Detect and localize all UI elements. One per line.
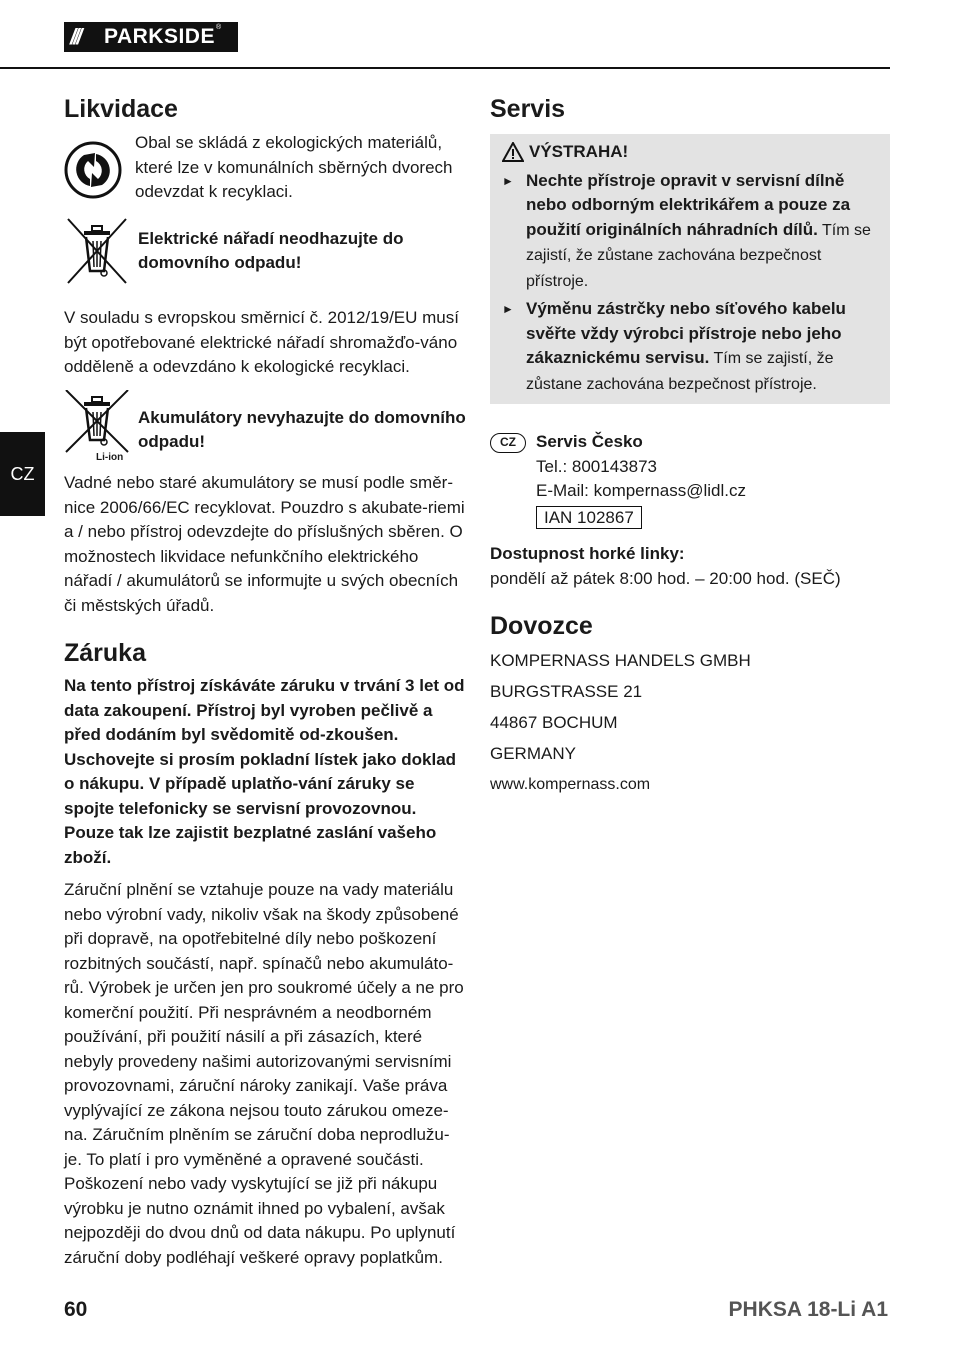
- crossed-bin-icon: [64, 217, 130, 293]
- right-column: [490, 92, 890, 800]
- zaruka-heading: Záruka: [64, 639, 146, 667]
- warning-2-rest: Tím se zajistí, že zůstane zachována bezpečnost přístroje.: [526, 350, 834, 393]
- warning-item: [502, 169, 878, 295]
- warning-header: [502, 140, 878, 165]
- service-contact: [490, 430, 890, 530]
- logo-slashes: ///: [70, 24, 80, 49]
- packaging-row: [64, 131, 466, 207]
- address-line: KOMPERNASS HANDELS GMBH: [490, 651, 751, 670]
- ian-number: IAN 102867: [536, 506, 642, 529]
- logo-registered: ®: [215, 24, 222, 31]
- parkside-logo: [64, 22, 238, 52]
- bullet-arrow-icon: ►: [502, 302, 514, 316]
- hotline-title: Dostupnost horké linky:: [490, 544, 685, 563]
- left-column: [64, 92, 466, 1270]
- cz-country-badge: CZ: [490, 433, 526, 453]
- model-name: PHKSA 18-Li A1: [728, 1298, 888, 1321]
- page-number: 60: [64, 1298, 88, 1321]
- website-link[interactable]: www.kompernass.com: [490, 776, 651, 793]
- warning-box: [490, 134, 890, 404]
- packaging-text: Obal se skládá z ekologických materiálů, které lze v komunálních sběrných dvorech odevzdat k recyklaci.: [135, 133, 453, 201]
- address-line: BURGSTRASSE 21: [490, 682, 643, 701]
- address-line: GERMANY: [490, 744, 576, 763]
- warning-item: [502, 297, 878, 397]
- liion-label: Li-ion: [96, 451, 124, 463]
- warning-triangle-icon: [502, 142, 524, 162]
- directive-text: V souladu s evropskou směrnicí č. 2012/19/EU musí být opotřebované elektrické nářadí shromažďo-váno odděleně a odevzdáno k ekologické recyklaci.: [64, 308, 459, 376]
- likvidace-heading: Likvidace: [64, 95, 178, 123]
- green-dot-recycling-icon: [64, 141, 124, 207]
- service-email[interactable]: E-Mail: kompernass@lidl.cz: [536, 481, 746, 500]
- warning-1-bold: Nechte přístroje opravit v servisní dílně nebo odborným elektrikářem a pouze za použití originálních náhradních dílů.: [526, 170, 851, 239]
- zaruka-text: Záruční plnění se vztahuje pouze na vady materiálu nebo výrobní vady, nikoliv však na škody způsobené při dopravě, na opotřebitelné díly nebo poškození rozbitných součástí, např. spínačů nebo akumuláto-rů. Výrobek je určen jen pro soukromé účely a ne pro komerční použití. Při nesprávném a neodborném používání, při použití násilí a při zásazích, které nebyly provedeny našimi autorizovanými servisními provozovnami, záruční nároky zanikají. Vaše práva vyplývající ze zákona nejsou touto zárukou omeze-na. Záručním plněním se záruční doba neprodlužu-je. To platí i pro vyměněné a opravené součásti. Poškození nebo vady vyskytující se již při nákupu výrobku je nutno oznámit ihned po vybalení, avšak nejpozději do dvou dnů od data nákupu. Po uplynutí záruční doby podléhají veškeré opravy poplatkům.: [64, 880, 464, 1267]
- battery-row: [64, 390, 466, 464]
- dovozce-heading: Dovozce: [490, 612, 593, 640]
- logo-brand: PARKSIDE: [104, 25, 215, 48]
- warning-1-rest: Tím se zajistí, že zůstane zachována bezpečnost přístroje.: [526, 221, 871, 290]
- importer-address: [490, 645, 890, 800]
- zaruka-bold-text: Na tento přístroj získáváte záruku v trvání 3 let od data zakoupení. Přístroj byl vyroben pečlivě a před dodáním byl svědomitě od-zkoušen. Uschovejte si prosím pokladní lístek jako doklad o nákupu. V případě uplatňo-vání záruky se spojte telefonicky se servisní provozovnou. Pouze tak lze zajistit bezplatné zaslání vašeho zboží.: [64, 676, 465, 867]
- bullet-arrow-icon: ►: [502, 173, 514, 188]
- crossed-bin-liion-icon: [64, 390, 130, 464]
- address-line: 44867 BOCHUM: [490, 713, 618, 732]
- battery-text: Vadné nebo staré akumulátory se musí podle směr-nice 2006/66/EC recyklovat. Pouzdro s akubate-riemi a / nebo přístroj odevzdejte do příslušných sběren. O možnostech likvidace nefunkčního elektrického nářadí / akumulátorů se informujte u svých obecních či městských úřadů.: [64, 473, 465, 615]
- weee-warning: Elektrické nářadí neodhazujte do domovního odpadu!: [138, 228, 404, 272]
- service-phone[interactable]: Tel.: 800143873: [536, 456, 657, 476]
- service-name: Servis Česko: [536, 432, 643, 451]
- servis-heading: Servis: [490, 95, 566, 123]
- weee-row: [64, 217, 466, 293]
- header-rule: [0, 67, 890, 69]
- hotline-hours: pondělí až pátek 8:00 hod. – 20:00 hod. (SEČ): [490, 568, 841, 588]
- warning-label: VÝSTRAHA!: [529, 142, 629, 161]
- battery-warning: Akumulátory nevyhazujte do domovního odpadu!: [138, 407, 466, 451]
- language-tab: CZ: [0, 432, 45, 516]
- warning-2-bold: Výměnu zástrčky nebo síťového kabelu svěřte vždy výrobci přístroje nebo jeho zákaznickému servisu.: [526, 299, 846, 367]
